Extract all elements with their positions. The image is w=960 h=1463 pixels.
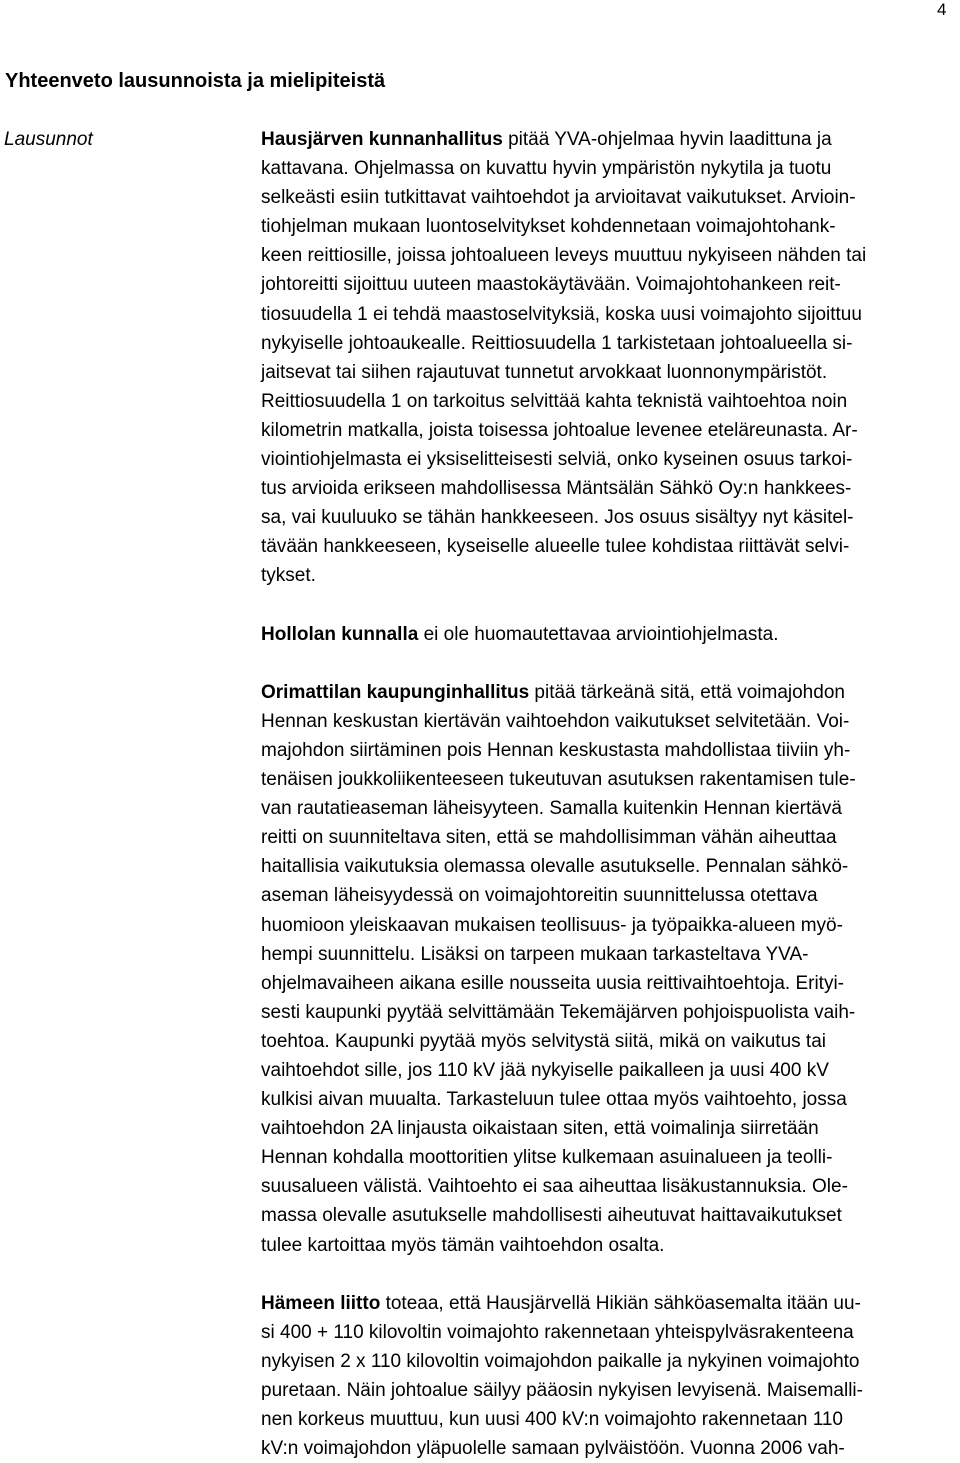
statement-paragraph bbox=[261, 1289, 959, 1463]
line-text: kattavana. Ohjelmassa on kuvattu hyvin ympäristön nykytila ja tuotu bbox=[261, 158, 832, 180]
line-text: massa olevalle asutukselle mahdollisesti aiheutuvat haittavaikutukset bbox=[261, 1205, 842, 1227]
text-line bbox=[261, 1085, 959, 1114]
page-number: 4 bbox=[937, 0, 947, 19]
line-text: tävään hankkeeseen, kyseiselle alueelle tulee kohdistaa riittävät selvi- bbox=[261, 536, 850, 558]
text-line bbox=[261, 969, 959, 998]
line-text: viointiohjelmasta ei yksiselitteisesti selviä, onko kyseinen osuus tarkoi- bbox=[261, 449, 853, 471]
text-line bbox=[261, 445, 959, 474]
line-text: si 400 + 110 kilovoltin voimajohto rakennetaan yhteispylväsrakenteena bbox=[261, 1321, 854, 1343]
text-line bbox=[261, 416, 959, 445]
text-line bbox=[261, 1056, 959, 1085]
line-text: sa, vai kuuluuko se tähän hankkeeseen. Jos osuus sisältyy nyt käsitel- bbox=[261, 507, 854, 529]
line-text: tenäisen joukkoliikenteeseen tukeutuvan asutuksen rakentamisen tule- bbox=[261, 769, 856, 791]
text-line bbox=[261, 154, 959, 183]
side-label: Lausunnot bbox=[4, 129, 93, 150]
text-line bbox=[261, 329, 959, 358]
text-line bbox=[261, 474, 959, 503]
organization-name: Hollolan kunnalla bbox=[261, 623, 419, 645]
text-line bbox=[261, 1027, 959, 1056]
text-line bbox=[261, 125, 959, 154]
text-line bbox=[261, 300, 959, 329]
text-line bbox=[261, 241, 959, 270]
text-line bbox=[261, 358, 959, 387]
line-text: jaitsevat tai siihen rajautuvat tunnetut arvokkaat luonnonympäristöt. bbox=[261, 361, 828, 383]
line-text: huomioon yleiskaavan mukaisen teollisuus- ja työpaikka-alueen myö- bbox=[261, 914, 843, 936]
text-line bbox=[261, 1172, 959, 1201]
text-line bbox=[261, 940, 959, 969]
page-title: Yhteenveto lausunnoista ja mielipiteistä bbox=[5, 70, 386, 92]
paragraph-gap bbox=[261, 591, 959, 620]
line-text: reitti on suunniteltava siten, että se mahdollisimman vähän aiheuttaa bbox=[261, 827, 837, 849]
line-text: tiosuudella 1 ei tehdä maastoselvityksiä, koska uusi voimajohto sijoittuu bbox=[261, 303, 862, 325]
text-line bbox=[261, 707, 959, 736]
text-line bbox=[261, 1114, 959, 1143]
text-line bbox=[261, 1289, 959, 1318]
line-text: majohdon siirtäminen pois Hennan keskustasta mahdollistaa tiiviin yh- bbox=[261, 739, 851, 761]
line-text: suusalueen välistä. Vaihtoehto ei saa aiheuttaa lisäkustannuksia. Ole- bbox=[261, 1176, 848, 1198]
line-text: haitallisia vaikutuksia olemassa olevalle asutukselle. Pennalan sähkö- bbox=[261, 856, 849, 878]
statement-paragraph bbox=[261, 125, 959, 591]
line-text: kulkisi aivan muualta. Tarkasteluun tulee ottaa myös vaihtoehto, jossa bbox=[261, 1089, 847, 1111]
paragraph-gap bbox=[261, 649, 959, 678]
text-line bbox=[261, 736, 959, 765]
text-line bbox=[261, 911, 959, 940]
line-text: Hennan keskustan kiertävän vaihtoehdon vaikutukset selvitetään. Voi- bbox=[261, 710, 850, 732]
line-text: vaihtoehdon 2A linjausta oikaistaan siten, että voimalinja siirretään bbox=[261, 1118, 819, 1140]
text-line bbox=[261, 503, 959, 532]
line-text: nykyiselle johtoaukealle. Reittiosuudella 1 tarkistetaan johtoalueella si- bbox=[261, 332, 853, 354]
line-text: kilometrin matkalla, joista toisessa johtoalue levenee eteläreunasta. Ar- bbox=[261, 419, 858, 441]
line-text: ohjelmavaiheen aikana esille nousseita uusia reittivaihtoehtoja. Erityi- bbox=[261, 972, 844, 994]
line-text: ei ole huomautettavaa arviointiohjelmasta. bbox=[418, 623, 779, 645]
line-text: hempi suunnittelu. Lisäksi on tarpeen mukaan tarkasteltava YVA- bbox=[261, 943, 809, 965]
text-line bbox=[261, 532, 959, 561]
text-line bbox=[261, 183, 959, 212]
text-line bbox=[261, 678, 959, 707]
line-text: Reittiosuudella 1 on tarkoitus selvittää kahta teknistä vaihtoehtoa noin bbox=[261, 390, 848, 412]
line-text: pitää YVA-ohjelmaa hyvin laadittuna ja bbox=[502, 129, 832, 150]
line-text: tykset. bbox=[261, 565, 316, 587]
text-line bbox=[261, 1376, 959, 1405]
text-line bbox=[261, 1143, 959, 1172]
text-line bbox=[261, 794, 959, 823]
organization-name: Hämeen liitto bbox=[261, 1292, 381, 1314]
statement-paragraph bbox=[261, 620, 959, 649]
statement-paragraph bbox=[261, 678, 959, 1260]
line-text: nen korkeus muuttuu, kun uusi 400 kV:n voimajohto rakennetaan 110 bbox=[261, 1409, 843, 1431]
line-text: toteaa, että Hausjärvellä Hikiän sähköasemalta itään uu- bbox=[380, 1292, 861, 1314]
line-text: tiohjelman mukaan luontoselvitykset kohdennetaan voimajohtohank- bbox=[261, 216, 836, 238]
text-line bbox=[261, 765, 959, 794]
text-line bbox=[261, 998, 959, 1027]
text-line bbox=[261, 823, 959, 852]
paragraph-gap bbox=[261, 1260, 959, 1289]
text-line bbox=[261, 881, 959, 910]
line-text: Hennan kohdalla moottoritien ylitse kulkemaan asuinalueen ja teolli- bbox=[261, 1147, 833, 1169]
line-text: keen reittiosille, joissa johtoalueen leveys muuttuu nykyiseen nähden tai bbox=[261, 245, 867, 267]
text-line bbox=[261, 1347, 959, 1376]
line-text: puretaan. Näin johtoalue säilyy pääosin nykyisen levyisenä. Maisemalli- bbox=[261, 1380, 863, 1402]
line-text: tulee kartoittaa myös tämän vaihtoehdon osalta. bbox=[261, 1234, 665, 1256]
line-text: sesti kaupunki pyytää selvittämään Tekemäjärven pohjoispuolista vaih- bbox=[261, 1001, 856, 1023]
text-line bbox=[261, 270, 959, 299]
line-text: selkeästi esiin tutkittavat vaihtoehdot ja arvioitavat vaikutukset. Arvioin- bbox=[261, 187, 856, 209]
text-line bbox=[261, 852, 959, 881]
line-text: tus arvioida erikseen mahdollisessa Mäntsälän Sähkö Oy:n hankkees- bbox=[261, 478, 852, 500]
text-line bbox=[261, 1231, 959, 1260]
text-line bbox=[261, 1405, 959, 1434]
text-line bbox=[261, 387, 959, 416]
line-text: van rautatieaseman läheisyyteen. Samalla kuitenkin Hennan kiertävä bbox=[261, 798, 842, 820]
line-text: johtoreitti sijoittuu uuteen maastokäytävään. Voimajohtohankeen reit- bbox=[261, 274, 841, 296]
organization-name: Hausjärven kunnanhallitus bbox=[261, 129, 503, 150]
statements-content bbox=[261, 125, 959, 1463]
text-line bbox=[261, 1434, 959, 1463]
text-line bbox=[261, 1201, 959, 1230]
line-text: nykyisen 2 x 110 kilovoltin voimajohdon paikalle ja nykyinen voimajohto bbox=[261, 1350, 860, 1372]
organization-name: Orimattilan kaupunginhallitus bbox=[261, 681, 530, 703]
text-line bbox=[261, 212, 959, 241]
line-text: pitää tärkeänä sitä, että voimajohdon bbox=[529, 681, 845, 703]
text-line bbox=[261, 620, 959, 649]
line-text: aseman läheisyydessä on voimajohtoreitin suunnittelussa otettava bbox=[261, 885, 818, 907]
line-text: vaihtoehdot sille, jos 110 kV jää nykyiselle paikalleen ja uusi 400 kV bbox=[261, 1060, 829, 1081]
text-line bbox=[261, 1318, 959, 1347]
text-line bbox=[261, 561, 959, 590]
line-text: kV:n voimajohdon yläpuolelle samaan pylväistöön. Vuonna 2006 vah- bbox=[261, 1438, 845, 1460]
line-text: toehtoa. Kaupunki pyytää myös selvitystä siitä, mikä on vaikutus tai bbox=[261, 1030, 826, 1052]
